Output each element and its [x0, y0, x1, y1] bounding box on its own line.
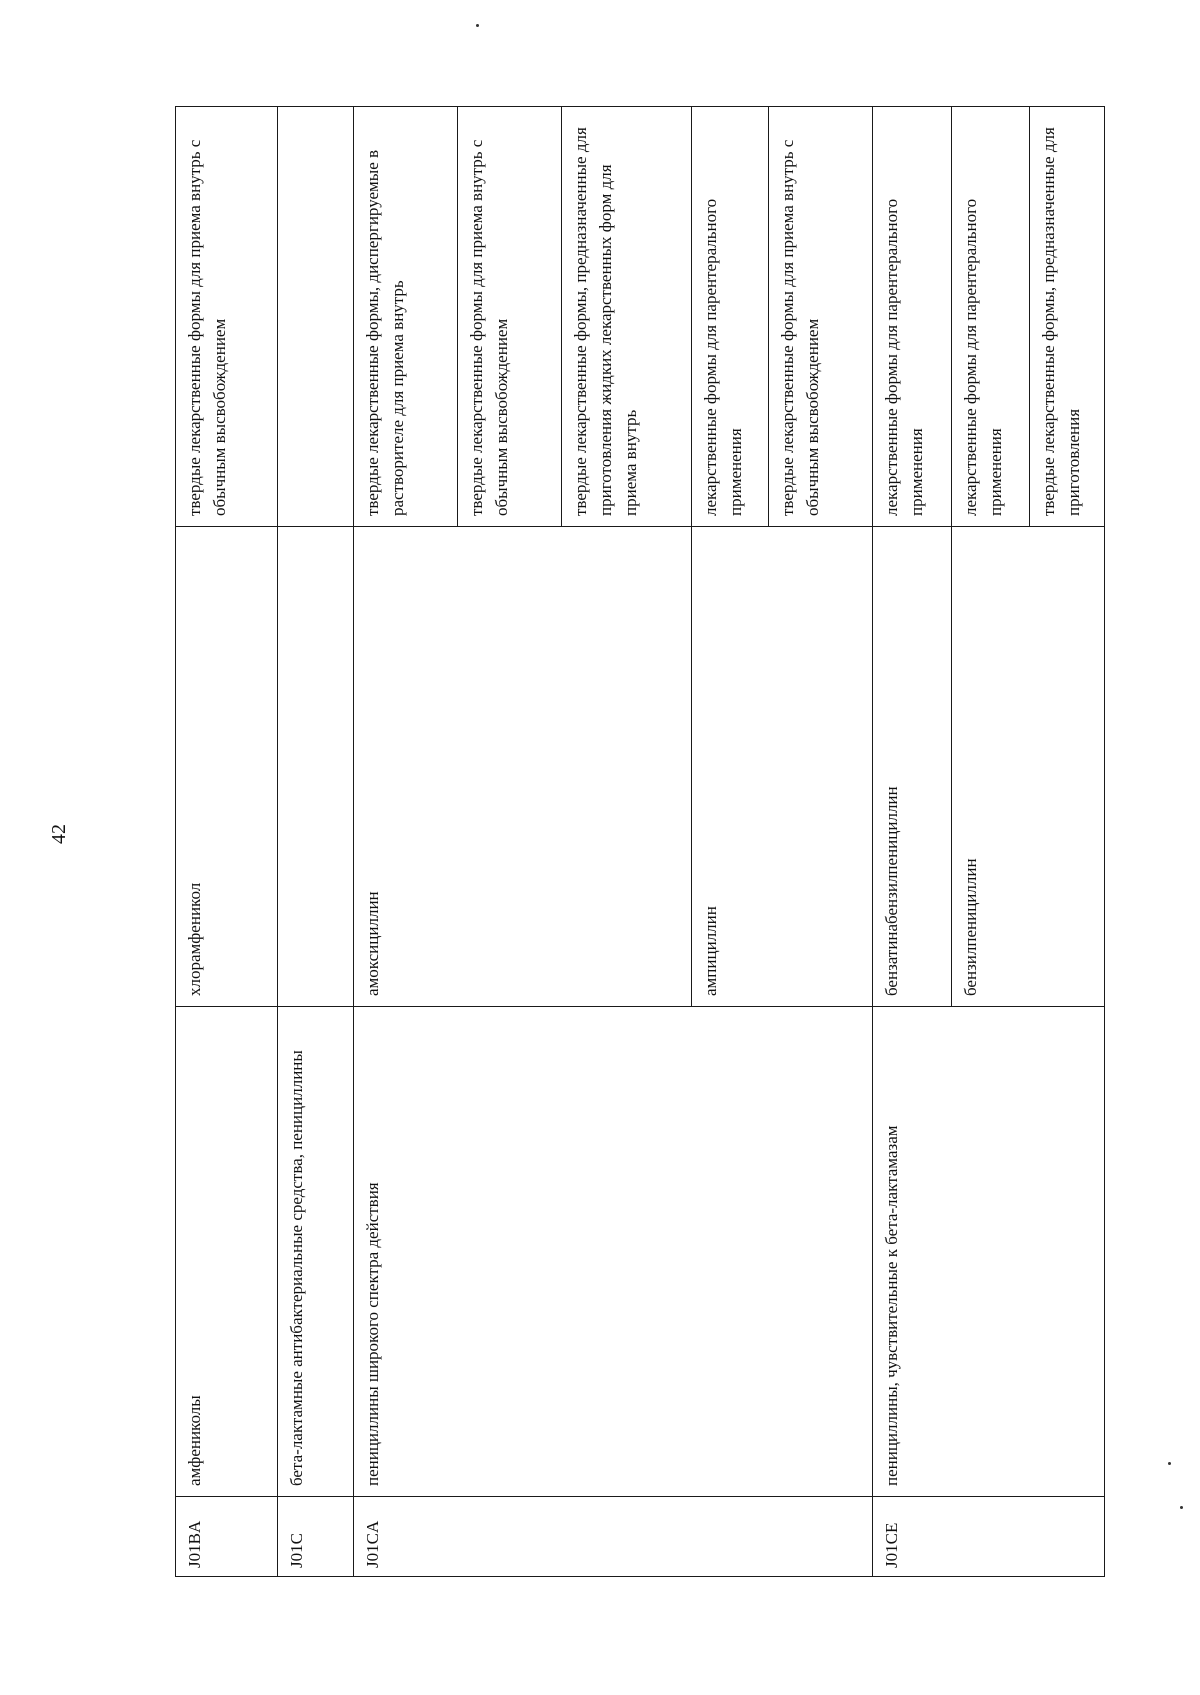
atc-group: бета-лактамные антибактериальные средства, пенициллины: [278, 1007, 353, 1497]
table-row: [873, 107, 952, 1577]
drug-name: [278, 527, 353, 1007]
dosage-form: твердые лекарственные формы для приема внутрь с обычным высвобождением: [769, 107, 873, 527]
atc-group: пенициллины, чувствительные к бета-лактамазам: [873, 1007, 1105, 1497]
atc-code: J01C: [278, 1497, 353, 1577]
scan-speck: [1180, 1506, 1183, 1509]
dosage-form: твердые лекарственные формы, предназначенные для приготовления: [1029, 107, 1104, 527]
drug-name: амоксициллин: [353, 527, 691, 1007]
dosage-form: [278, 107, 353, 527]
drug-name: ампициллин: [691, 527, 873, 1007]
dosage-form: лекарственные формы для парентерального применения: [952, 107, 1030, 527]
atc-group: амфениколы: [176, 1007, 278, 1497]
table-row: [278, 107, 353, 1577]
drug-name: бензилпенициллин: [952, 527, 1105, 1007]
scan-speck: [1168, 1462, 1171, 1465]
table-row: [353, 107, 457, 1577]
drug-table-container: [175, 107, 1105, 1577]
atc-code: J01BA: [176, 1497, 278, 1577]
page-number: 42: [48, 824, 70, 844]
dosage-form: твердые лекарственные формы, предназначенные для приготовления жидких лекарственных форм для приема внутрь: [562, 107, 691, 527]
atc-code: J01CE: [873, 1497, 1105, 1577]
dosage-form: лекарственные формы для парентерального применения: [691, 107, 769, 527]
drug-name: бензатинабензилпенициллин: [873, 527, 952, 1007]
atc-group: пенициллины широкого спектра действия: [353, 1007, 873, 1497]
dosage-form: лекарственные формы для парентерального применения: [873, 107, 952, 527]
scan-speck: [476, 24, 479, 27]
drug-name: хлорамфеникол: [176, 527, 278, 1007]
dosage-form: твердые лекарственные формы для приема внутрь с обычным высвобождением: [176, 107, 278, 527]
dosage-form: твердые лекарственные формы, диспергируемые в растворителе для приема внутрь: [353, 107, 457, 527]
atc-code: J01CA: [353, 1497, 873, 1577]
drug-table: [175, 106, 1105, 1577]
table-row: [176, 107, 278, 1577]
dosage-form: твердые лекарственные формы для приема внутрь с обычным высвобождением: [458, 107, 562, 527]
